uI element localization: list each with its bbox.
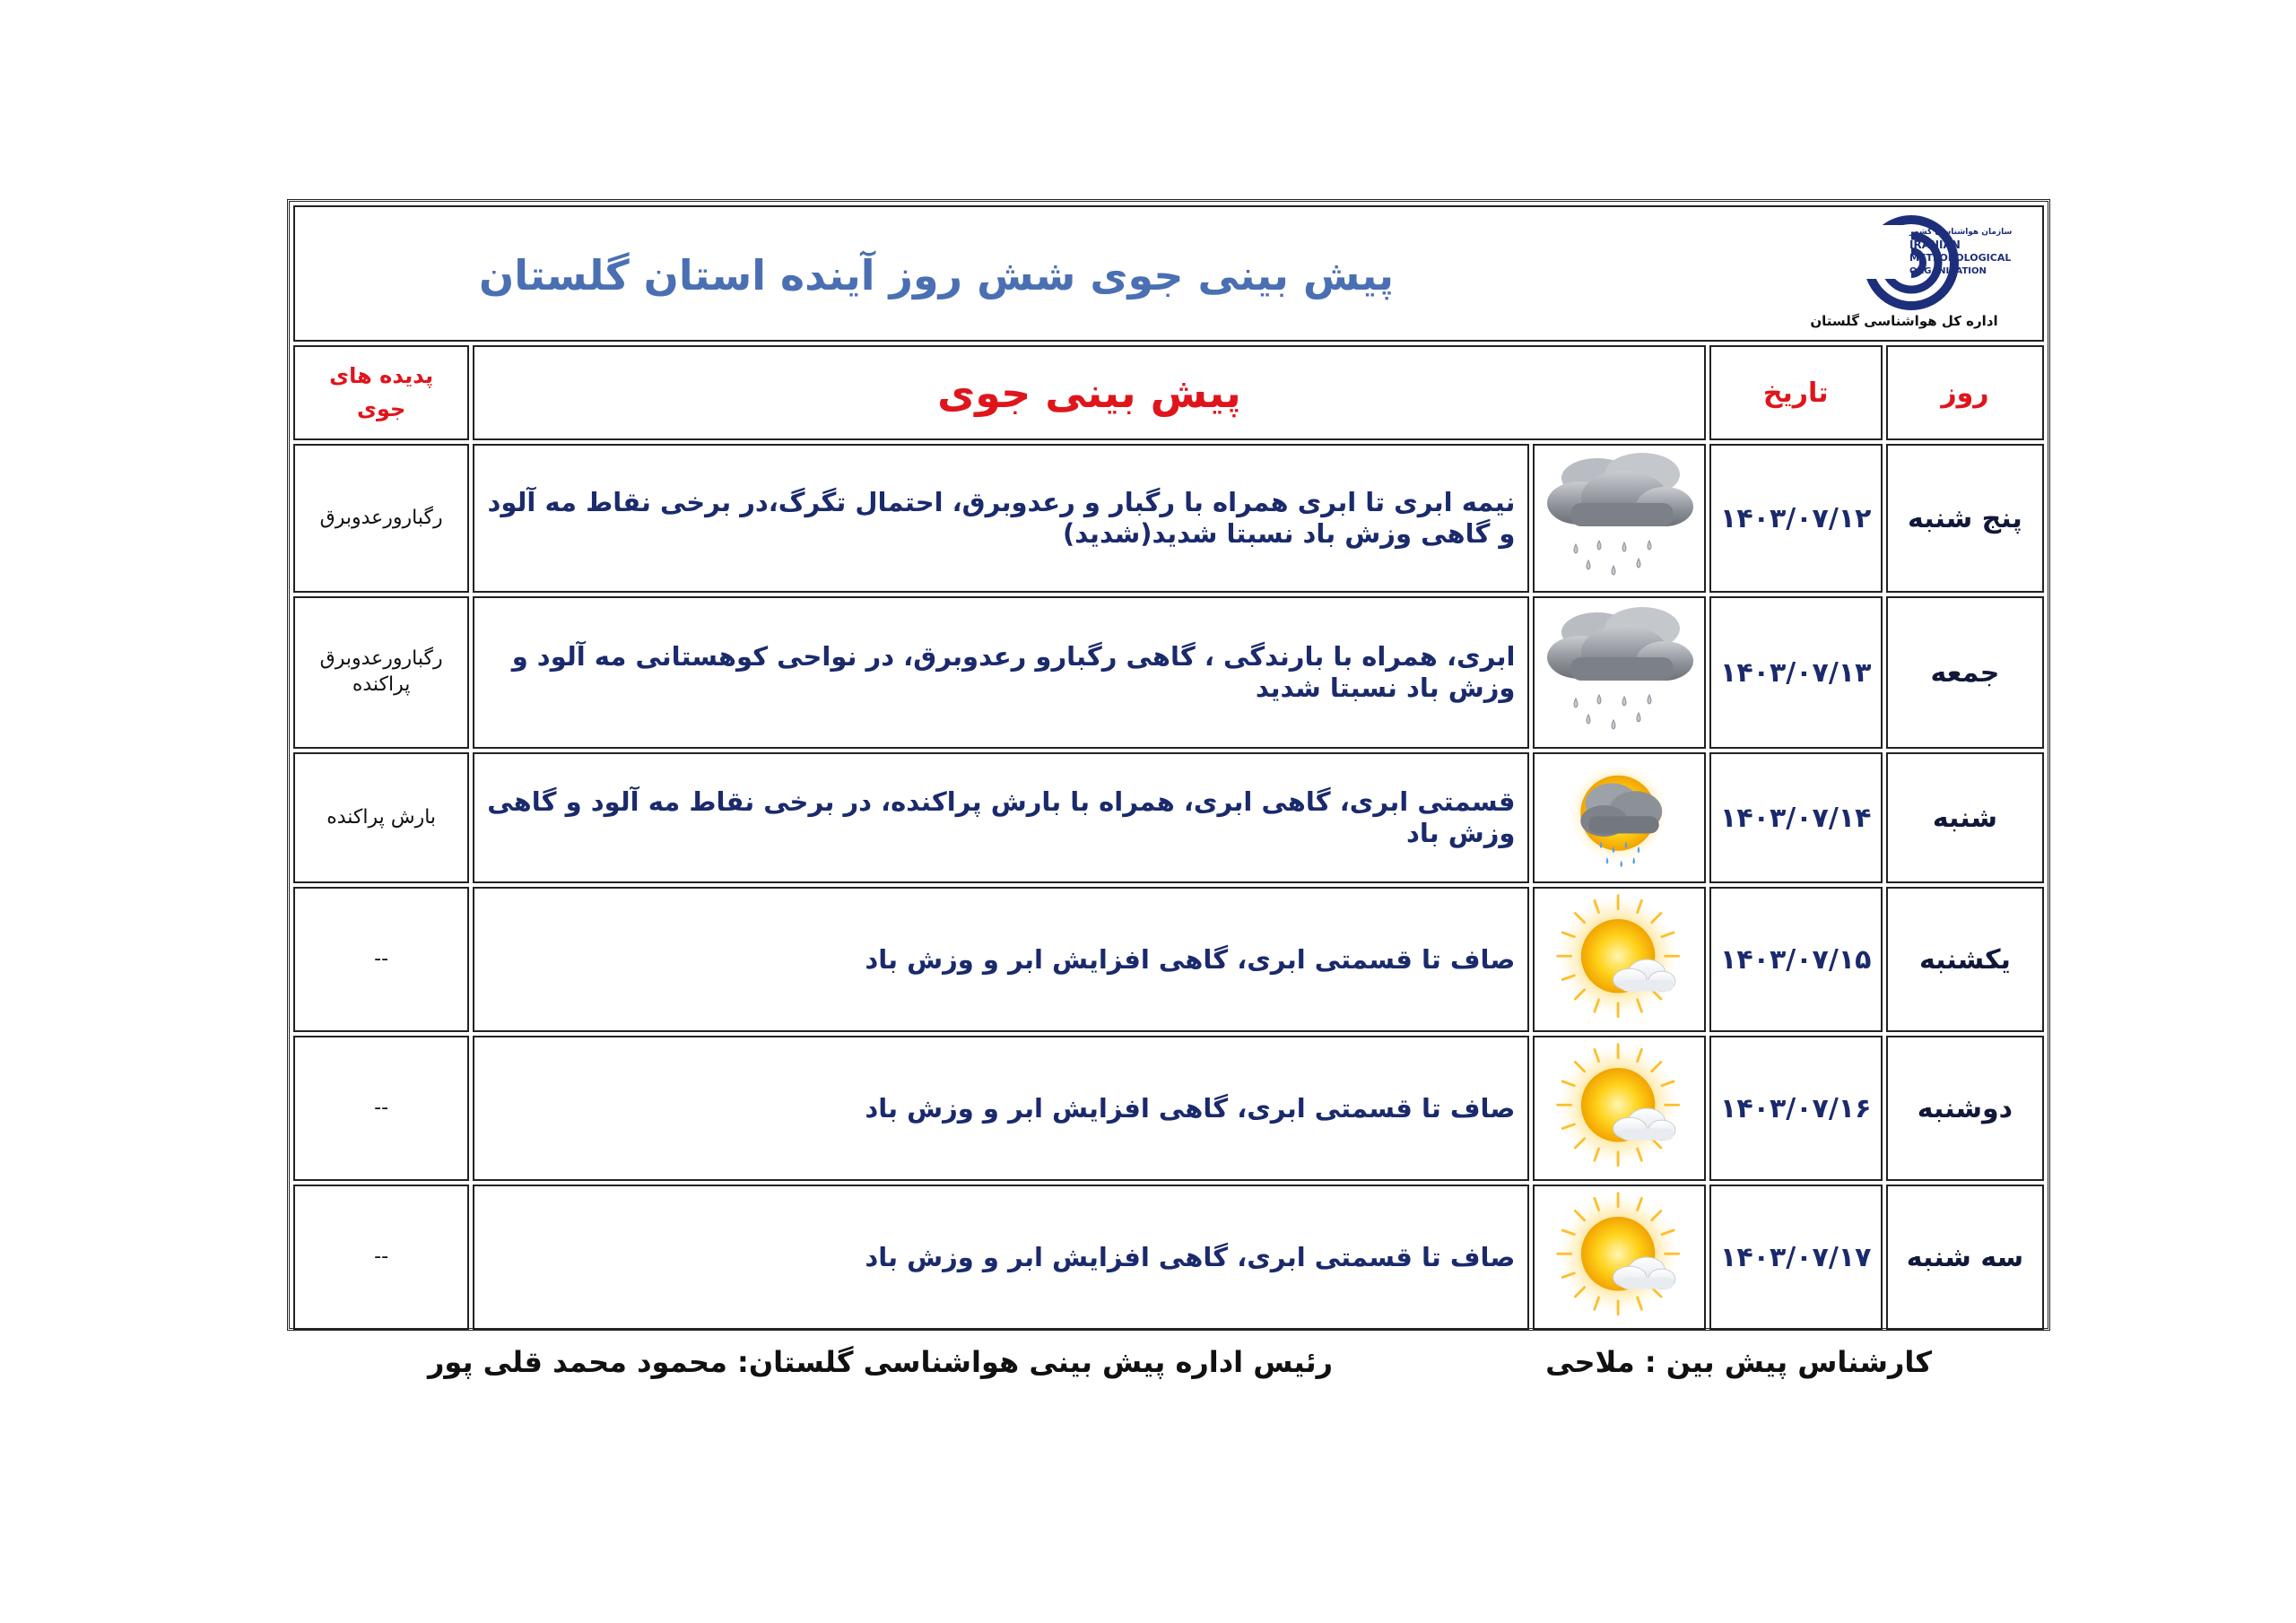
forecast-description: صاف تا قسمتی ابری، گاهی افزایش ابر و وزش باد — [473, 1185, 1529, 1330]
forecast-description: صاف تا قسمتی ابری، گاهی افزایش ابر و وزش باد — [473, 887, 1529, 1032]
column-head-phenomena-line1: پدیده های — [329, 362, 434, 388]
column-head-phenomena-line2: جوی — [356, 396, 406, 421]
forecaster-name: کارشناس پیش بین : ملاحی — [1545, 1345, 1932, 1379]
sun-cloud-icon — [1552, 892, 1687, 1027]
day-cell: یکشنبه — [1886, 887, 2044, 1032]
weather-icon-cell — [1533, 887, 1705, 1032]
date-cell: ۱۴۰۳/۰۷/۱۷ — [1709, 1185, 1883, 1330]
weather-icon-cell — [1533, 752, 1705, 883]
sun-cloud-icon — [1552, 1190, 1687, 1324]
office-head-name: رئیس اداره پیش بینی هواشناسی گلستان: محمود محمد قلی پور — [427, 1345, 1333, 1379]
phenomena-line2: پراکنده — [352, 673, 411, 696]
day-cell: دوشنبه — [1886, 1036, 2044, 1181]
sun-cloud-rain-icon — [1557, 755, 1683, 881]
phenomena-cell — [293, 1185, 469, 1330]
day-cell: جمعه — [1886, 596, 2044, 749]
date-cell: ۱۴۰۳/۰۷/۱۵ — [1709, 887, 1883, 1032]
table-row — [293, 444, 2044, 593]
date-cell: ۱۴۰۳/۰۷/۱۴ — [1709, 752, 1883, 883]
table-row — [293, 752, 2044, 883]
column-head-forecast: پیش بینی جوی — [473, 345, 1705, 440]
sun-cloud-icon — [1552, 1041, 1687, 1176]
phenomena-cell — [293, 444, 469, 593]
phenomena-cell — [293, 596, 469, 749]
column-head-day: روز — [1886, 345, 2044, 440]
date-cell: ۱۴۰۳/۰۷/۱۳ — [1709, 596, 1883, 749]
phenomena-line1: -- — [374, 1096, 389, 1119]
weather-icon-cell — [1533, 1036, 1705, 1181]
day-cell: پنج شنبه — [1886, 444, 2044, 593]
weather-icon-cell — [1533, 444, 1705, 593]
table-row — [293, 1185, 2044, 1330]
table-row — [293, 1036, 2044, 1181]
irimo-logo — [1805, 214, 2013, 340]
logo-text-organization: ORGANIZATION — [1909, 266, 1987, 276]
day-cell: شنبه — [1886, 752, 2044, 883]
page-title: پیش بینی جوی شش روز آینده استان گلستان — [478, 251, 1395, 299]
rain-cloud-icon — [1544, 451, 1696, 586]
phenomena-line1: بارش پراکنده — [326, 805, 437, 829]
phenomena-cell — [293, 887, 469, 1032]
phenomena-line1: رگبارورعدوبرق — [319, 506, 443, 529]
logo-text-iranian: IRANIAN — [1909, 239, 1961, 251]
forecast-description: نیمه ابری تا ابری همراه با رگبار و رعدوبرق، احتمال تگرگ،در برخی نقاط مه آلود و گاهی وزش باد نسبتا شدید(شدید) — [473, 444, 1529, 593]
phenomena-line1: -- — [374, 1245, 389, 1268]
forecast-table — [290, 202, 2048, 1333]
weather-icon-cell — [1533, 1185, 1705, 1330]
forecast-description: ابری، همراه با بارندگی ، گاهی رگبارو رعدوبرق، در نواحی کوهستانی مه آلود و وزش باد نسبتا شدید — [473, 596, 1529, 749]
forecast-description: قسمتی ابری، گاهی ابری، همراه با بارش پراکنده، در برخی نقاط مه آلود و گاهی وزش باد — [473, 752, 1529, 883]
table-row — [293, 887, 2044, 1032]
weather-icon-cell — [1533, 596, 1705, 749]
meteorological-logo-icon — [1814, 214, 2013, 311]
phenomena-line1: -- — [374, 947, 389, 970]
signature-footer — [287, 1338, 2050, 1392]
header-cell — [293, 205, 2044, 342]
phenomena-line1: رگبارورعدوبرق — [319, 647, 443, 671]
logo-text-top: سازمان هواشناسی کشور — [1909, 228, 2013, 237]
day-cell: سه شنبه — [1886, 1185, 2044, 1330]
org-name: اداره کل هواشناسی گلستان — [1810, 313, 1998, 329]
rain-cloud-icon — [1544, 605, 1696, 740]
logo-text-meteorological: METEOROLOGICAL — [1909, 252, 2012, 264]
forecast-sheet — [287, 199, 2050, 1331]
forecast-description: صاف تا قسمتی ابری، گاهی افزایش ابر و وزش باد — [473, 1036, 1529, 1181]
phenomena-cell — [293, 752, 469, 883]
column-head-phenomena — [293, 345, 469, 440]
phenomena-cell — [293, 1036, 469, 1181]
date-cell: ۱۴۰۳/۰۷/۱۶ — [1709, 1036, 1883, 1181]
table-row — [293, 596, 2044, 749]
date-cell: ۱۴۰۳/۰۷/۱۲ — [1709, 444, 1883, 593]
column-head-date: تاریخ — [1709, 345, 1883, 440]
